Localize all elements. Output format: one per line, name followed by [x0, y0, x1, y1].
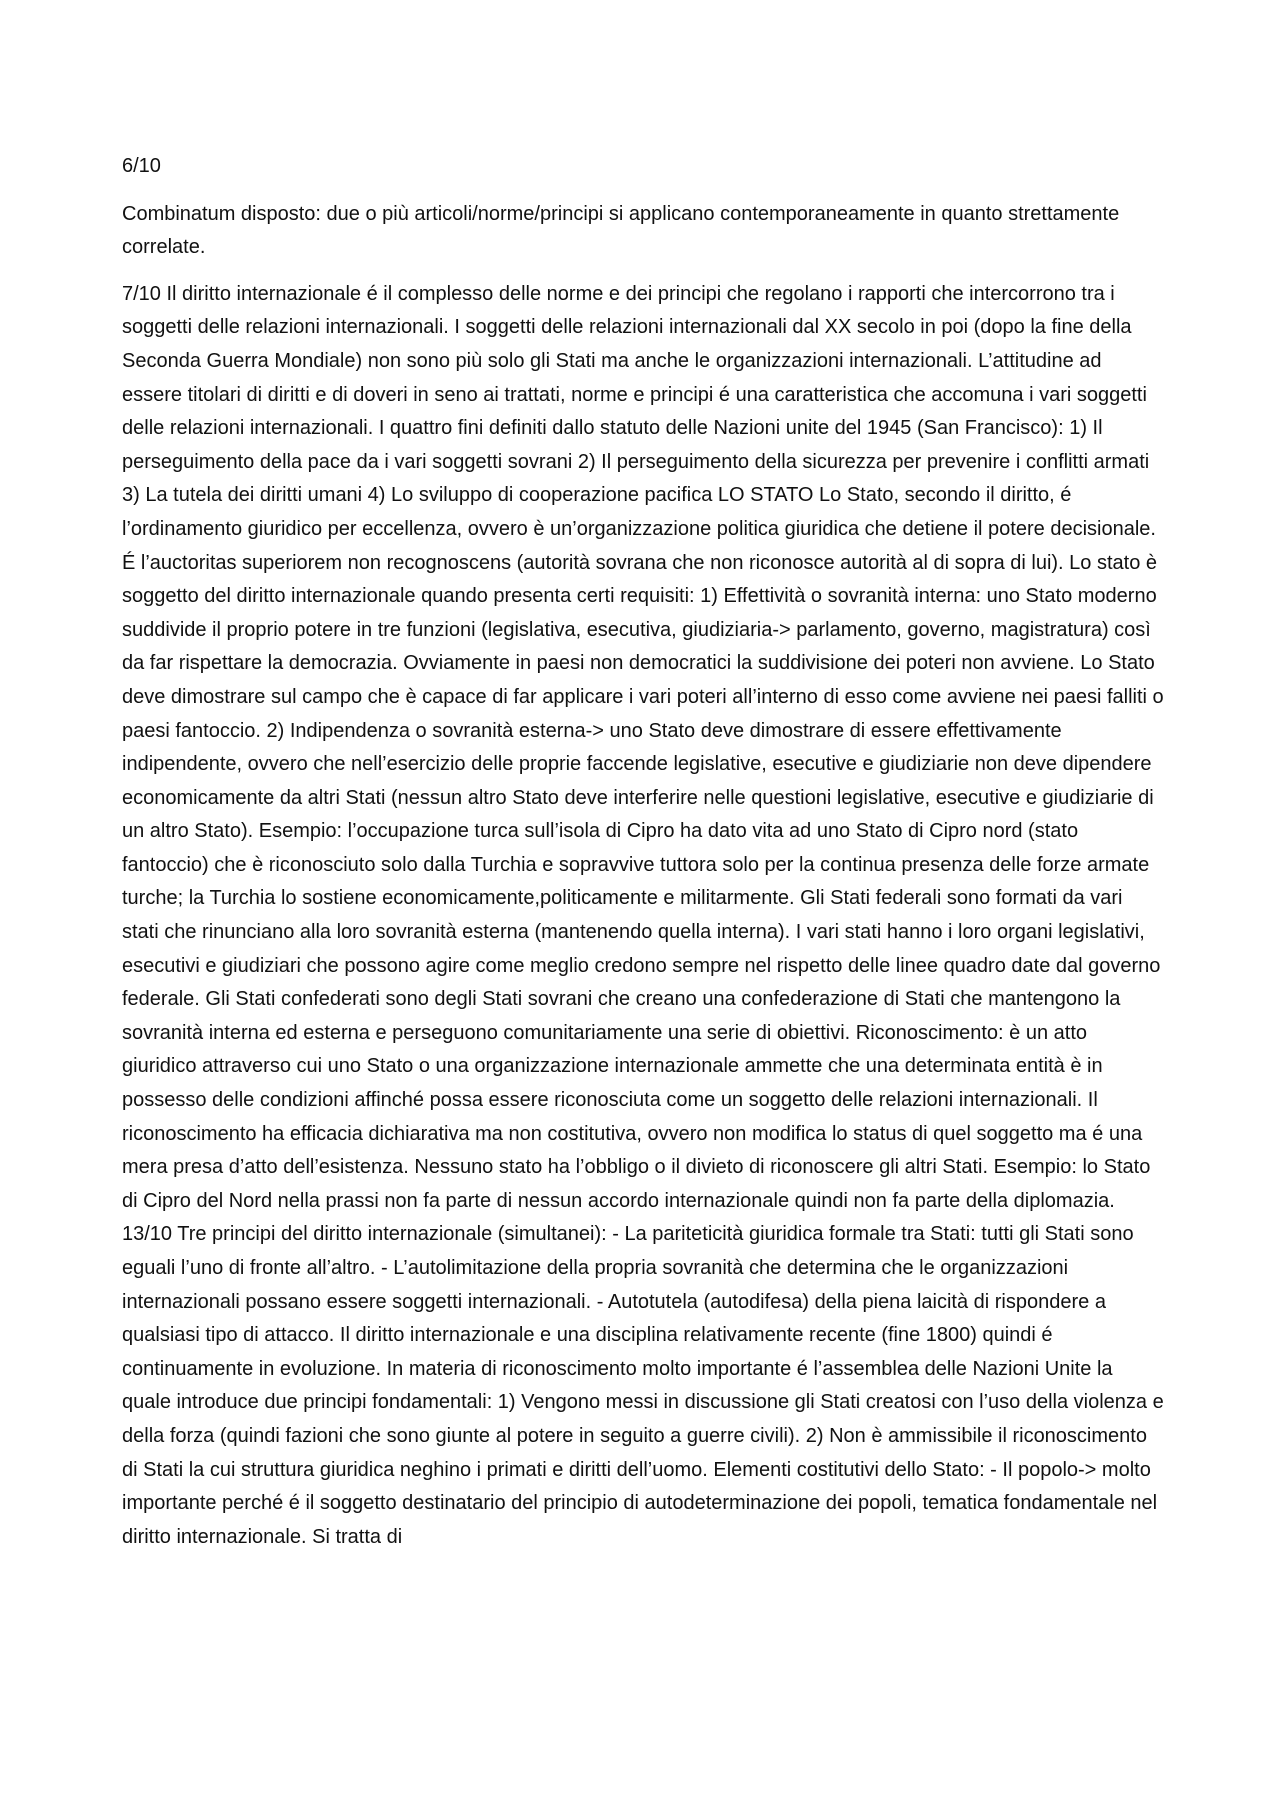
paragraph-combinatum: Combinatum disposto: due o più articoli/norme/principi si applicano contemporaneamente in quanto strettamente correlate.: [122, 202, 1120, 259]
paragraph-diritto-internazionale: 7/10 Il diritto internazionale é il complesso delle norme e dei principi che regolano i rapporti che intercorrono tra i soggetti delle relazioni internazionali. I soggetti delle relazioni internazionali dal XX secolo in poi (dopo la fine della Seconda Guerra Mondiale) non sono più solo gli Stati ma anche le organizzazioni internazionali. L’attitudine ad essere titolari di diritti e di doveri in seno ai trattati, norme e principi é una caratteristica che accomuna i vari soggetti delle relazioni internazionali. I quattro fini definiti dallo statuto delle Nazioni unite del 1945 (San Francisco): 1) Il perseguimento della pace da i vari soggetti sovrani 2) Il perseguimento della sicurezza per prevenire i conflitti armati 3) La tutela dei diritti umani 4) Lo sviluppo di cooperazione pacifica LO STATO Lo Stato, secondo il diritto, é l’ordinamento giuridico per eccellenza, ovvero è un’organizzazione politica giuridica che detiene il potere decisionale. É l’auctoritas superiorem non recognoscens (autorità sovrana che non riconosce autorità al di sopra di lui). Lo stato è soggetto del diritto internazionale quando presenta certi requisiti: 1) Effettività o sovranità interna: uno Stato moderno suddivide il proprio potere in tre funzioni (legislativa, esecutiva, giudiziaria-> parlamento, governo, magistratura) così da far rispettare la democrazia. Ovviamente in paesi non democratici la suddivisione dei poteri non avviene. Lo Stato deve dimostrare sul campo che è capace di far applicare i vari poteri all’interno di esso come avviene nei paesi falliti o paesi fantoccio. 2) Indipendenza o sovranità esterna-> uno Stato deve dimostrare di essere effettivamente indipendente, ovvero che nell’esercizio delle proprie faccende legislative, esecutive e giudiziarie non deve dipendere economicamente da altri Stati (nessun altro Stato deve interferire nelle questioni legislative, esecutive e giudiziarie di un altro Stato). Esempio: l’occupazione turca sull’isola di Cipro ha dato vita ad uno Stato di Cipro nord (stato fantoccio) che è riconosciuto solo dalla Turchia e sopravvive tuttora solo per la continua presenza delle forze armate turche; la Turchia lo sostiene economicamente,politicamente e militarmente. Gli Stati federali sono formati da vari stati che rinunciano alla loro sovranità esterna (mantenendo quella interna). I vari stati hanno i loro organi legislativi, esecutivi e giudiziari che possono agire come meglio credono sempre nel rispetto delle linee quadro date dal governo federale. Gli Stati confederati sono degli Stati sovrani che creano una confederazione di Stati che mantengono la sovranità interna ed esterna e perseguono comunitariamente una serie di obiettivi. Riconoscimento: è un atto giuridico attraverso cui uno Stato o una organizzazione internazionale ammette che una determinata entità è in possesso delle condizioni affinché possa essere riconosciuta come un soggetto delle relazioni internazionali. Il riconoscimento ha efficacia dichiarativa ma non costitutiva, ovvero non modifica lo status di quel soggetto ma é una mera presa d’atto dell’esistenza. Nessuno stato ha l’obbligo o il divieto di riconoscere gli altri Stati. Esempio: lo Stato di Cipro del Nord nella prassi non fa parte di nessun accordo internazionale quindi non fa parte della diplomazia. 13/10 Tre principi del diritto internazionale (simultanei): - La pariteticità giuridica formale tra Stati: tutti gli Stati sono eguali l’uno di fronte all’altro. - L’autolimitazione della propria sovranità che determina che le organizzazioni internazionali possano essere soggetti internazionali. - Autotutela (autodifesa) della piena laicità di rispondere a qualsiasi tipo di attacco. Il diritto internazionale e una disciplina relativamente recente (fine 1800) quindi é continuamente in evoluzione. In materia di riconoscimento molto importante é l’assemblea delle Nazioni Unite la quale introduce due principi fondamentali: 1) Vengono messi in discussione gli Stati creatosi con l’uso della violenza e della forza (quindi fazioni che sono giunte al potere in seguito a guerre civili). 2) Non è ammissibile il riconoscimento di Stati la cui struttura giuridica neghino i primati e diritti dell’uomo. Elementi costitutivi dello Stato: - Il popolo-> molto importante perché é il soggetto destinatario del principio di autodeterminazione dei popoli, tematica fondamentale nel diritto internazionale. Si tratta di: [122, 282, 1164, 1548]
document-body: [122, 150, 1164, 1567]
date-heading: 6/10: [122, 155, 161, 177]
